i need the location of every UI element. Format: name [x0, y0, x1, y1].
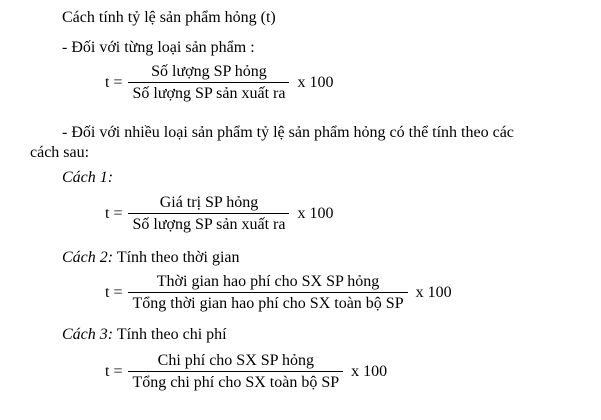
fraction [128, 62, 289, 103]
fraction-denominator: Tổng chi phí cho SX toàn bộ SP [132, 374, 340, 391]
fraction-denominator: Tổng thời gian hao phí cho SX toàn bộ SP [132, 295, 404, 312]
formula-single [105, 62, 333, 103]
fraction-numerator: Số lượng SP hỏng [151, 63, 267, 80]
fraction [128, 193, 289, 234]
formula-multiplier: x 100 [297, 73, 334, 91]
single-product-label: - Đối với từng loại sản phẩm : [62, 39, 255, 56]
formula-multiplier: x 100 [297, 204, 334, 222]
method2-label: Cách 2: [62, 249, 114, 266]
fraction [128, 272, 407, 313]
method2-heading [62, 248, 240, 268]
formula-multiplier: x 100 [351, 362, 388, 380]
formula-lhs: t = [105, 204, 123, 222]
fraction [128, 351, 343, 392]
method2-desc: Tính theo thời gian [116, 249, 240, 266]
method1-label: Cách 1: [62, 169, 114, 186]
fraction-numerator: Chi phí cho SX SP hỏng [157, 352, 314, 369]
formula-lhs: t = [105, 362, 123, 380]
fraction-numerator: Thời gian hao phí cho SX SP hỏng [156, 273, 380, 290]
formula-multiplier: x 100 [415, 283, 452, 301]
formula-lhs: t = [105, 73, 123, 91]
fraction-denominator: Số lượng SP sản xuất ra [132, 85, 286, 102]
multi-product-text-cont: cách sau: [30, 144, 90, 161]
fraction-numerator: Giá trị SP hỏng [159, 194, 259, 211]
formula-method1 [105, 193, 333, 234]
method3-heading [62, 325, 227, 345]
fraction-denominator: Số lượng SP sản xuất ra [132, 216, 286, 233]
formula-method2 [105, 272, 452, 313]
formula-lhs: t = [105, 283, 123, 301]
method3-desc: Tính theo chi phí [116, 326, 227, 343]
heading: Cách tính tỷ lệ sản phẩm hỏng (t) [62, 9, 276, 26]
multi-product-text: - Đối với nhiều loại sản phẩm tỷ lệ sản phẩm hỏng có thể tính theo các [62, 124, 514, 141]
formula-method3 [105, 351, 387, 392]
method3-label: Cách 3: [62, 326, 114, 343]
